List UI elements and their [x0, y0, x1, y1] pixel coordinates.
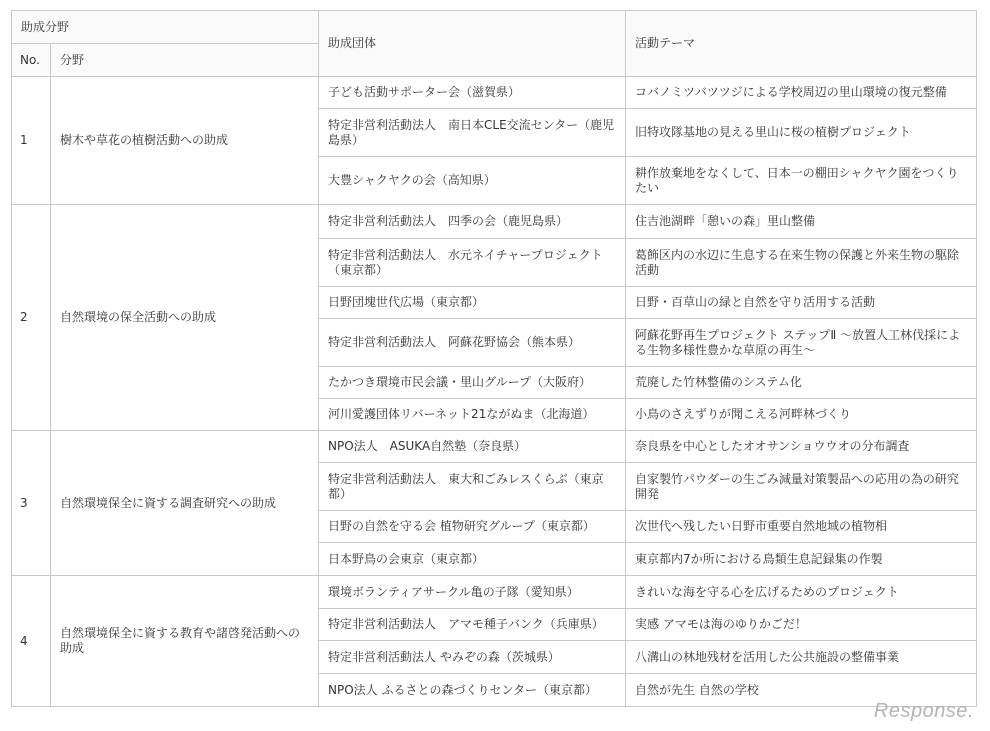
theme-cell: 奈良県を中心としたオオサンショウウオの分布調査	[626, 431, 977, 463]
group-field: 自然環境保全に資する教育や諸啓発活動への助成	[51, 576, 319, 707]
theme-cell: コバノミツバツツジによる学校周辺の里山環境の復元整備	[626, 77, 977, 109]
header-field: 分野	[51, 44, 319, 77]
theme-cell: 八溝山の林地残材を活用した公共施設の整備事業	[626, 641, 977, 674]
table-row	[12, 77, 977, 109]
organization-cell: 特定非営利活動法人 アマモ種子バンク（兵庫県）	[319, 609, 626, 641]
header-no: No.	[12, 44, 51, 77]
theme-cell: 葛飾区内の水辺に生息する在来生物の保護と外来生物の駆除活動	[626, 239, 977, 287]
group-number: 2	[12, 205, 51, 431]
organization-cell: 環境ボランティアサークル亀の子隊（愛知県）	[319, 576, 626, 609]
organization-cell: NPO法人 ASUKA自然塾（奈良県）	[319, 431, 626, 463]
group-number: 3	[12, 431, 51, 576]
theme-cell: 日野・百草山の緑と自然を守り活用する活動	[626, 287, 977, 319]
organization-cell: 特定非営利活動法人 南日本CLE交流センター（鹿児島県）	[319, 109, 626, 157]
organization-cell: 特定非営利活動法人 やみぞの森（茨城県）	[319, 641, 626, 674]
theme-cell: 荒廃した竹林整備のシステム化	[626, 367, 977, 399]
theme-cell: 住吉池湖畔「憩いの森」里山整備	[626, 205, 977, 239]
header-theme: 活動テーマ	[626, 11, 977, 77]
table-row	[12, 576, 977, 609]
group-number: 1	[12, 77, 51, 205]
header-category-group: 助成分野	[12, 11, 319, 44]
group-number: 4	[12, 576, 51, 707]
organization-cell: 特定非営利活動法人 四季の会（鹿児島県）	[319, 205, 626, 239]
organization-cell: 大豊シャクヤクの会（高知県）	[319, 157, 626, 205]
theme-cell: 東京都内7か所における鳥類生息記録集の作製	[626, 543, 977, 576]
theme-cell: 小鳥のさえずりが聞こえる河畔林づくり	[626, 399, 977, 431]
theme-cell: きれいな海を守る心を広げるためのプロジェクト	[626, 576, 977, 609]
table-row	[12, 205, 977, 239]
organization-cell: 河川愛護団体リバーネット21ながぬま（北海道）	[319, 399, 626, 431]
table-row	[12, 431, 977, 463]
group-field: 自然環境保全に資する調査研究への助成	[51, 431, 319, 576]
organization-cell: 特定非営利活動法人 阿蘇花野協会（熊本県）	[319, 319, 626, 367]
theme-cell: 自家製竹パウダーの生ごみ減量対策製品への応用の為の研究開発	[626, 463, 977, 511]
theme-cell: 耕作放棄地をなくして、日本一の棚田シャクヤク園をつくりたい	[626, 157, 977, 205]
group-field: 自然環境の保全活動への助成	[51, 205, 319, 431]
organization-cell: たかつき環境市民会議・里山グループ（大阪府）	[319, 367, 626, 399]
response-watermark: Response.	[873, 700, 974, 722]
organization-cell: NPO法人 ふるさとの森づくりセンター（東京都）	[319, 674, 626, 707]
organization-cell: 子ども活動サポーター会（滋賀県）	[319, 77, 626, 109]
theme-cell: 自然が先生 自然の学校	[626, 674, 977, 707]
organization-cell: 特定非営利活動法人 東大和ごみレスくらぶ（東京都）	[319, 463, 626, 511]
theme-cell: 次世代へ残したい日野市重要自然地域の植物相	[626, 511, 977, 543]
theme-cell: 実感 アマモは海のゆりかごだ！	[626, 609, 977, 641]
organization-cell: 日野の自然を守る会 植物研究グループ（東京都）	[319, 511, 626, 543]
theme-cell: 阿蘇花野再生プロジェクト ステップⅡ ～放置人工林伐採による生物多様性豊かな草原の再生～	[626, 319, 977, 367]
theme-cell: 旧特攻隊基地の見える里山に桜の植樹プロジェクト	[626, 109, 977, 157]
organization-cell: 特定非営利活動法人 水元ネイチャープロジェクト（東京都）	[319, 239, 626, 287]
organization-cell: 日野団塊世代広場（東京都）	[319, 287, 626, 319]
group-field: 樹木や草花の植樹活動への助成	[51, 77, 319, 205]
grant-table	[11, 10, 977, 707]
organization-cell: 日本野鳥の会東京（東京都）	[319, 543, 626, 576]
header-organization: 助成団体	[319, 11, 626, 77]
